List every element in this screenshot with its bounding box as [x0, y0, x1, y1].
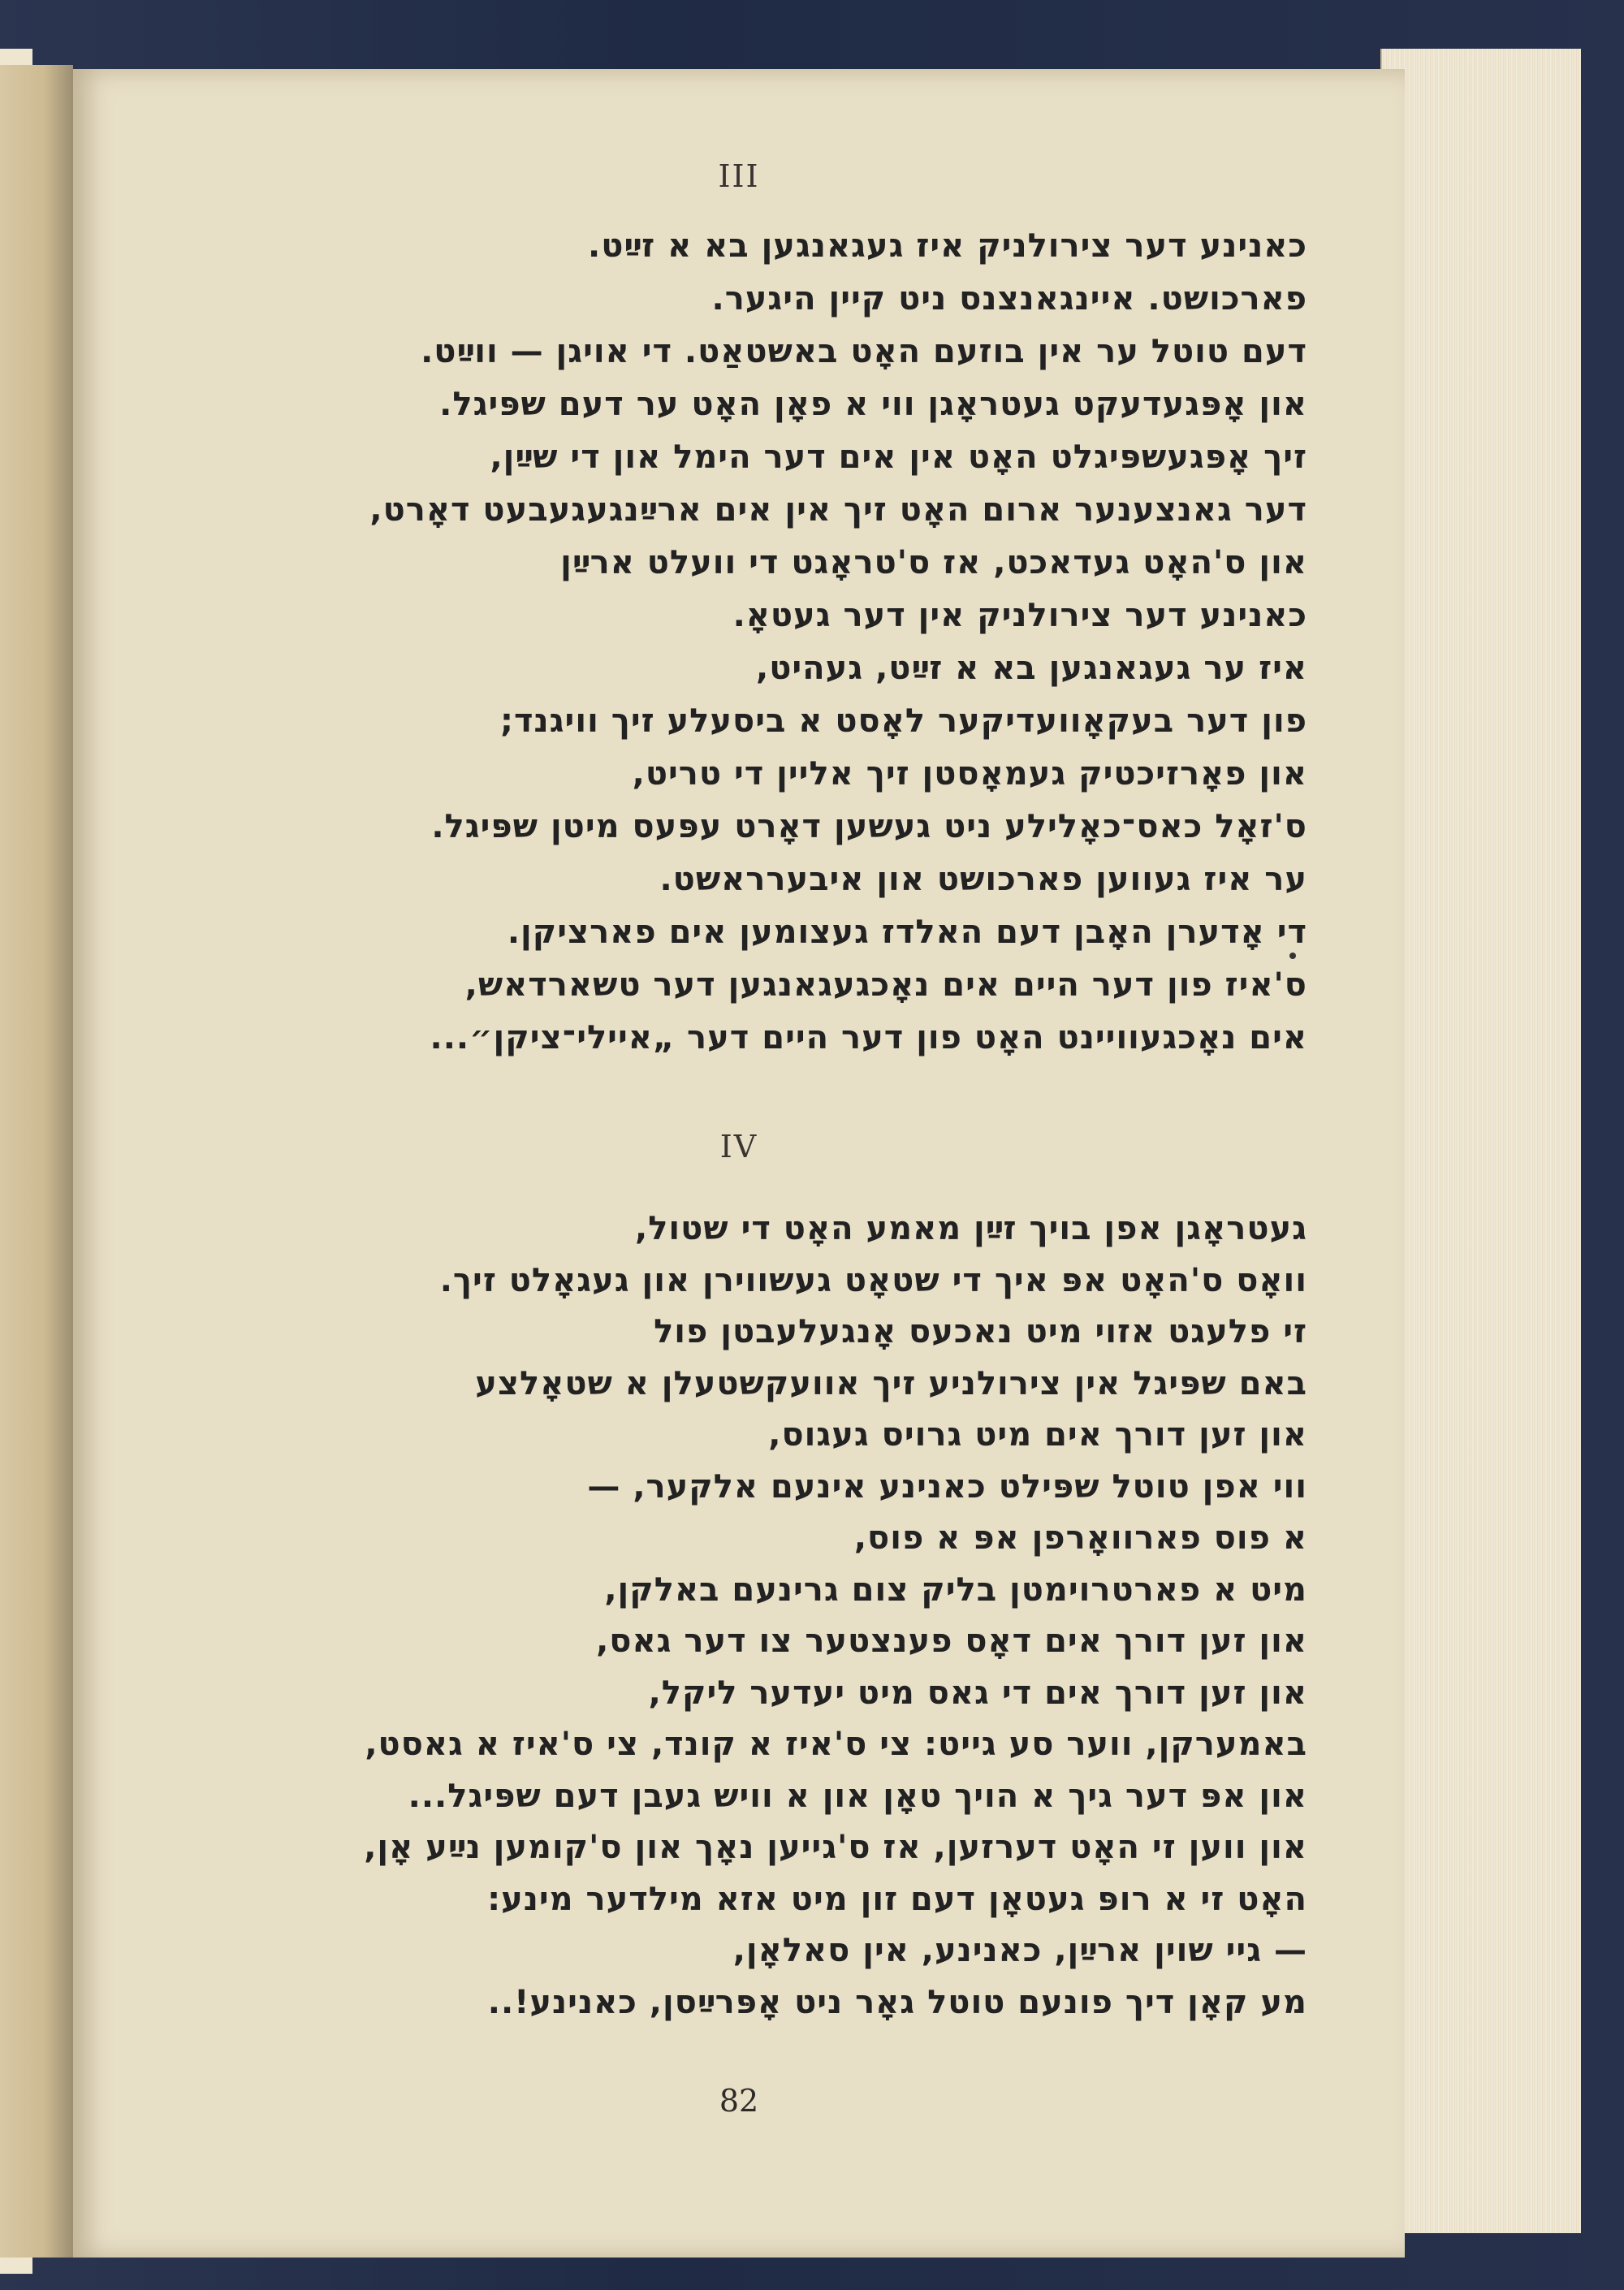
ink-speck — [1289, 953, 1296, 959]
text-line: ווי אפן טוטל שפּילט כאנינע אינעם אלקער, — — [587, 1467, 1307, 1506]
text-line: פארכושט. איינגאנצנס ניט קיין היגער. — [711, 280, 1307, 318]
text-line: זיך אָפּגעשפּיגלט האָט אין אים דער הימל און די שײַן, — [490, 439, 1307, 476]
section-heading-iii: III — [718, 158, 760, 194]
text-line: און זען דורך אים דאָס פענצטער צו דער גאס, — [596, 1622, 1307, 1660]
text-line: דער גאנצענער ארום האָט זיך אין אים ארײַנגעגעבעט דאָרט, — [369, 491, 1307, 529]
text-line: ס'זאָל כאס־כאָלילע ניט געשען דאָרט עפּעס מיטן שפּיגל. — [431, 808, 1307, 845]
book-gutter — [0, 65, 73, 2258]
page-number: 82 — [719, 2083, 759, 2119]
text-line: און ווען זי האָט דערזען, אז ס'גייען נאָך און ס'קומען נײַע אָן, — [364, 1829, 1307, 1866]
text-line: און זען דורך אים מיט גרויס געגוס, — [768, 1416, 1307, 1454]
text-line: באם שפּיגל אין צירולניע זיך אוועקשטעלן א שטאָלצע — [475, 1364, 1307, 1402]
text-line: און אפּ דער גיך א הויך טאָן און א וויש געבן דעם שפּיגל... — [408, 1777, 1307, 1815]
text-line: געטראָגן אפן בויך זײַן מאמע האָט די שטול, — [635, 1210, 1307, 1247]
text-line: איז ער געגאנגען בא א זײַט, געהיט, — [756, 650, 1307, 687]
book-page — [73, 69, 1405, 2258]
text-line: מיט א פארטרוימטן בליק צום גרינעם באלקן, — [604, 1571, 1307, 1609]
page-edges — [1380, 49, 1581, 2233]
text-line: וואָס ס'האָט אפּ איך די שטאָט געשווירן און געגאָלט זיך. — [439, 1261, 1307, 1299]
text-line: מע קאָן דיך פונעם טוטל גאָר ניט אָפּרײַסן, כאנינע!.. — [487, 1983, 1307, 2021]
text-line: פון דער בעקאָוועדיקער לאָסט א ביסעלע זיך וויגנד; — [500, 702, 1307, 740]
text-line: און זען דורך אים די גאס מיט יעדער ליקל, — [648, 1674, 1307, 1712]
section-heading-iv: IV — [719, 1129, 758, 1164]
text-line: באמערקן, ווער סע גייט: צי ס'איז א קונד, צי ס'איז א גאסט, — [365, 1726, 1307, 1763]
text-line: א פוס פארוואָרפן אפּ א פוס, — [853, 1519, 1307, 1557]
text-line: און ס'האָט געדאכט, אז ס'טראָגט די וועלט ארײַן — [560, 544, 1307, 581]
text-line: ס'איז פון דער היים אים נאָכגעגאנגען דער טשארדאש, — [464, 966, 1307, 1004]
text-line: די אָדערן האָבן דעם האלדז געצומען אים פארציקן. — [507, 914, 1307, 951]
text-line: — גיי שוין ארײַן, כאנינע, אין סאלאָן, — [732, 1932, 1307, 1969]
text-line: האָט זי א רופּ געטאָן דעם זון מיט אזא מילדער מינע: — [487, 1880, 1307, 1918]
text-line: זי פלעגט אזוי מיט נאכעס אָנגעלעבטן פול — [654, 1313, 1307, 1350]
text-line: כאנינע דער צירולניק אין דער געטאָ. — [732, 597, 1307, 634]
text-line: ער איז געווען פארכושט און איבערראשט. — [659, 861, 1307, 898]
text-line: און אָפּגעדעקט געטראָגן ווי א פאָן האָט ער דעם שפּיגל. — [439, 386, 1307, 423]
text-line: אים נאָכגעוויינט האָט פון דער היים דער „איילי־ציקן״... — [430, 1019, 1307, 1056]
text-line: כאנינע דער צירולניק איז געגאנגען בא א זײַט. — [588, 227, 1307, 265]
text-line: דעם טוטל ער אין בוזעם האָט באשטאַט. די אויגן — ווײַט. — [421, 333, 1307, 370]
text-line: און פאָרזיכטיק געמאָסטן זיך אליין די טריט, — [632, 755, 1307, 793]
